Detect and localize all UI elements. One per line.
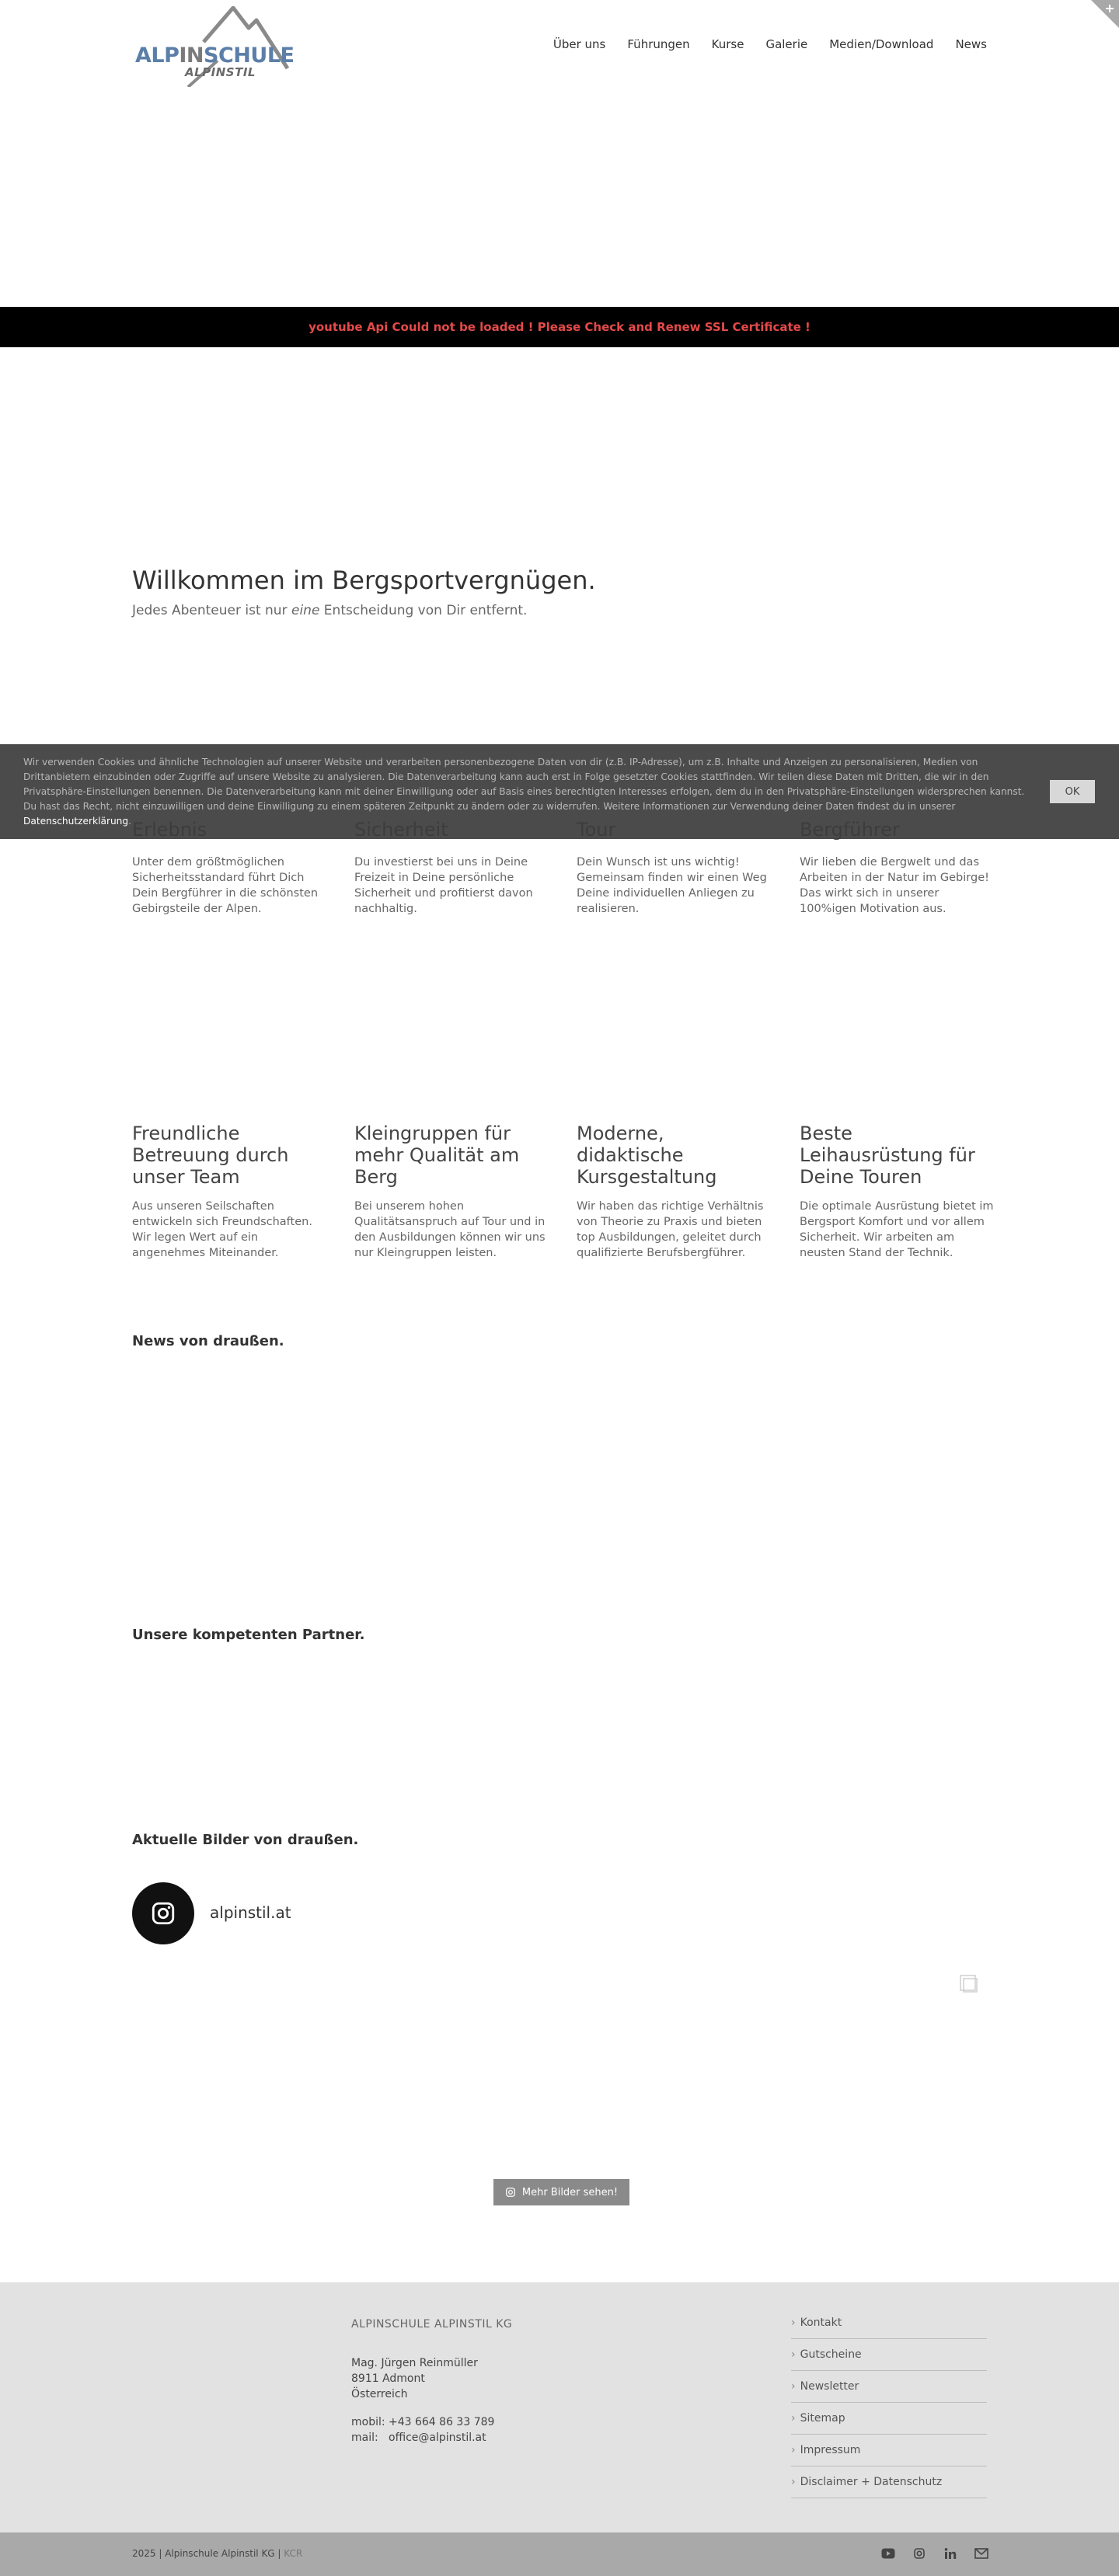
footer-link-sitemap[interactable]: › Sitemap [791,2403,987,2435]
partners-heading: Unsere kompetenten Partner. [132,1627,365,1643]
nav-galerie[interactable]: Galerie [765,37,808,51]
nav-fuehrungen[interactable]: Führungen [627,37,690,51]
chevron-right-icon: › [791,2412,796,2425]
feature-item [132,1123,326,1261]
feature-item [577,1123,771,1261]
footer-link-impressum[interactable]: › Impressum [791,2435,987,2466]
footer-company: ALPINSCHULE ALPINSTIL KG [351,2318,513,2331]
feature-item [354,1123,549,1261]
social-links [881,2546,988,2560]
more-pictures-label: Mehr Bilder sehen! [521,2186,619,2198]
feature-title: Kleingruppen für mehr Qualität am Berg [354,1123,520,1188]
nav-medien-download[interactable]: Medien/Download [829,37,934,51]
footer-contact: mobil: +43 664 86 33 789 mail: office@alpinstil.at [351,2416,495,2444]
instagram-username[interactable]: alpinstil.at [210,1903,291,1922]
chevron-right-icon: › [791,2317,796,2329]
site-footer [0,2282,1119,2532]
cookie-ok-button[interactable]: OK [1050,780,1095,803]
cookie-banner [0,744,1119,839]
copyright-text: 2025 | Alpinschule Alpinstil KG | KCR [132,2548,303,2559]
welcome-subtitle: Jedes Abenteuer ist nur eine Entscheidung von Dir entfernt. [132,603,528,618]
main-nav [532,37,987,51]
footer-address: Mag. Jürgen Reinmüller 8911 Admont Österreich [351,2357,478,2400]
logo-text: ALPINSCHULE [135,44,295,68]
youtube-error-bar [0,307,1119,347]
instagram-avatar[interactable] [132,1882,194,1944]
news-heading: News von draußen. [132,1333,284,1349]
feature-item [354,839,549,917]
feature-text: Aus unseren Seilschaften entwickeln sich Freundschaften. Wir legen Wert auf ein angenehmes Miteinander. [132,1200,312,1259]
feature-item [800,839,994,917]
chevron-right-icon: › [791,2380,796,2393]
chevron-right-icon: › [791,2348,796,2361]
nav-ueber-uns[interactable]: Über uns [553,37,606,51]
feature-title: Beste Leihausrüstung für Deine Touren [800,1123,975,1188]
instagram-icon [150,1900,176,1927]
footer-link-disclaimer[interactable]: › Disclaimer + Datenschutz [791,2466,987,2498]
mail-icon[interactable] [974,2546,988,2560]
feature-text: Bei unserem hohen Qualitätsanspruch auf Tour und in den Ausbildungen können wir uns nur Kleingruppen leisten. [354,1200,546,1259]
feature-item [800,1123,994,1261]
more-pictures-button[interactable] [493,2179,629,2205]
linkedin-icon[interactable] [943,2546,957,2560]
welcome-title: Willkommen im Bergsportvergnügen. [132,566,596,595]
privacy-policy-link[interactable]: Datenschutzerklärung [23,816,129,827]
footer-phone[interactable]: +43 664 86 33 789 [389,2416,495,2428]
footer-link-kontakt[interactable]: › Kontakt [791,2307,987,2339]
sub-footer [0,2532,1119,2576]
gallery-stack-icon [958,1973,980,1995]
feature-text: Wir haben das richtige Verhältnis von Theorie zu Praxis und bieten top Ausbildungen, geleitet durch qualifizierte Berufsbergführer. [577,1200,764,1259]
feature-title: Freundliche Betreuung durch unser Team [132,1123,289,1188]
cookie-text: Wir verwenden Cookies und ähnliche Technologien auf unserer Website und verarbeiten personenbezogene Daten von dir (z.B. IP-Adresse), um z.B. Inhalte und Anzeigen zu personalisieren, Medien von Drittanbietern einzubinden oder Zugriffe auf unsere Website zu analysieren. Die Datenverarbeitung kann auch erst in Folge gesetzter Cookies stattfinden. Wir teilen diese Daten mit Dritten, die wir in den Privatsphäre-Einstellungen benennen. Die Datenverarbeitung kann mit deiner Einwilligung oder auf Basis eines berechtigten Interesses erfolgen, dem du in den Privatsphäre-Einstellungen widersprechen kannst. Du hast das Recht, nicht einzuwilligen und deine Einwilligung zu einem späteren Zeitpunkt zu ändern oder zu widerrufen. Weitere Informationen zur Verwendung deiner Daten findest du in unserer Datenschutzerklärung. [23,757,1025,827]
footer-link-gutscheine[interactable]: › Gutscheine [791,2339,987,2371]
site-logo[interactable] [132,6,295,87]
site-header [0,0,1119,93]
footer-links [791,2307,987,2498]
youtube-error-text: youtube Api Could not be loaded ! Please Check and Renew SSL Certificate ! [309,320,810,334]
feature-item [577,839,771,917]
kcr-link[interactable]: KCR [284,2548,303,2559]
feature-text: Dein Wunsch ist uns wichtig! Gemeinsam finden wir einen Weg Deine individuellen Anliegen zu realisieren. [577,856,767,915]
pictures-heading: Aktuelle Bilder von draußen. [132,1832,359,1848]
plus-corner-icon[interactable] [1091,0,1119,28]
feature-title: Moderne, didaktische Kursgestaltung [577,1123,717,1188]
chevron-right-icon: › [791,2476,796,2488]
feature-text: Die optimale Ausrüstung bietet im Bergsport Komfort und vor allem Sicherheit. Wir arbeiten am neusten Stand der Technik. [800,1200,994,1259]
feature-text: Wir lieben die Bergwelt und das Arbeiten in der Natur im Gebirge! Das wirkt sich in unserer 100%igen Motivation aus. [800,856,989,915]
youtube-icon[interactable] [881,2546,895,2560]
feature-text: Unter dem größtmöglichen Sicherheitsstandard führt Dich Dein Bergführer in die schönsten Gebirgsteile der Alpen. [132,856,319,915]
logo-subtext: ALPINSTIL [185,65,256,79]
feature-item [132,839,326,917]
nav-news[interactable]: News [955,37,987,51]
feature-text: Du investierst bei uns in Deine Freizeit in Deine persönliche Sicherheit und profitierst davon nachhaltig. [354,856,533,915]
instagram-icon [505,2187,516,2198]
chevron-right-icon: › [791,2444,796,2456]
footer-link-newsletter[interactable]: › Newsletter [791,2371,987,2403]
footer-email[interactable]: office@alpinstil.at [389,2432,486,2444]
instagram-icon[interactable] [912,2546,926,2560]
nav-kurse[interactable]: Kurse [711,37,744,51]
